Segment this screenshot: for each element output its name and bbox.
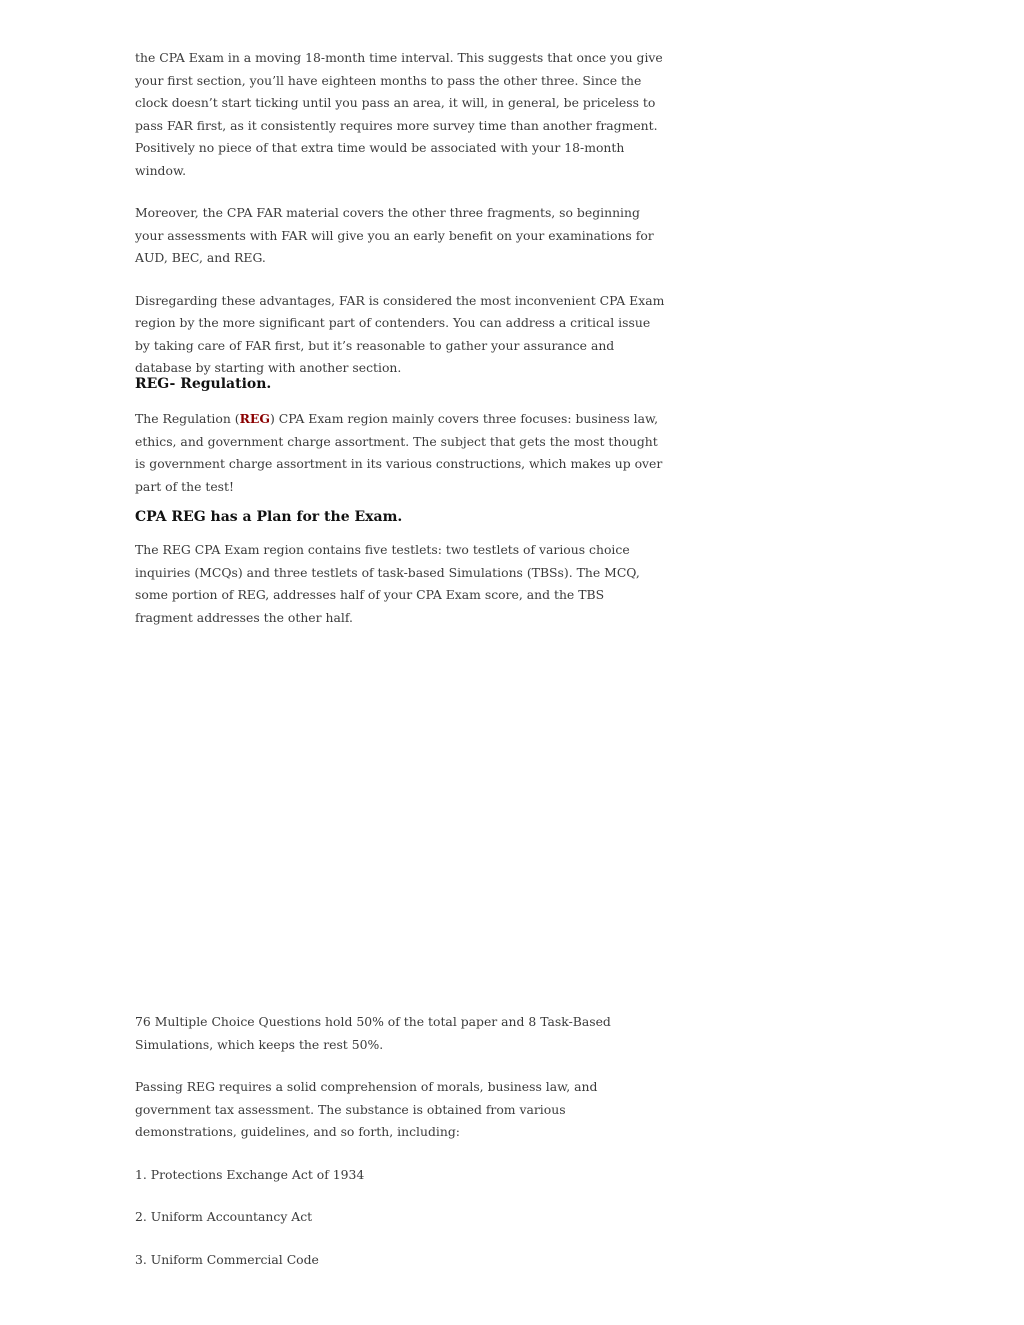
intro-paragraph-3: Disregarding these advantages, FAR is considered the most inconvenient CPA Exam region by the more significant part of contenders. You can address a critical issue by taking care of FAR first, but it’s reasonable to gather your assurance and database by starting with another section. bbox=[135, 292, 665, 375]
list-item: 1. Protections Exchange Act of 1934 bbox=[135, 1166, 365, 1182]
plan-paragraph: The REG CPA Exam region contains five testlets: two testlets of various choice inquiries (MCQs) and three testlets of task-based Simulations (TBSs). The MCQ, some portion of REG, addresses half of your CPA Exam score, and the TBS fragment addresses the other half. bbox=[135, 542, 640, 625]
reg-heading: REG- Regulation. bbox=[135, 376, 272, 392]
details-section bbox=[135, 1011, 665, 1271]
intro-section bbox=[135, 47, 665, 380]
reg-paragraph bbox=[135, 408, 665, 498]
reg-paragraph-end: ) CPA Exam region mainly covers three focuses: business law, ethics, and government charge assortment. The subject that gets the most thought is government charge assortment in its various constructions, which makes up over part of the test! bbox=[135, 411, 663, 494]
plan-section bbox=[135, 507, 665, 629]
list-item: 3. Uniform Commercial Code bbox=[135, 1251, 319, 1267]
plan-heading: CPA REG has a Plan for the Exam. bbox=[135, 509, 403, 525]
intro-paragraph-2: Moreover, the CPA FAR material covers the other three fragments, so beginning your assessments with FAR will give you an early benefit on your examinations for AUD, BEC, and REG. bbox=[135, 205, 654, 265]
reg-paragraph-start: The Regulation ( bbox=[135, 411, 240, 426]
reg-section bbox=[135, 374, 665, 498]
passing-paragraph: Passing REG requires a solid comprehension of morals, business law, and government tax assessment. The substance is obtained from various demonstrations, guidelines, and so forth, including: bbox=[135, 1079, 598, 1139]
reg-link[interactable]: REG bbox=[239, 411, 270, 426]
intro-paragraph-1: the CPA Exam in a moving 18-month time interval. This suggests that once you give your first section, you’ll have eighteen months to pass the other three. Since the clock doesn’t start ticking until you pass an area, it will, in general, be priceless to pass FAR first, as it consistently requires more survey time than another fragment. Positively no piece of that extra time would be associated with your 18-month window. bbox=[135, 50, 663, 178]
list-item: 2. Uniform Accountancy Act bbox=[135, 1209, 313, 1224]
mcq-paragraph: 76 Multiple Choice Questions hold 50% of the total paper and 8 Task-Based Simulations, which keeps the rest 50%. bbox=[135, 1014, 611, 1052]
